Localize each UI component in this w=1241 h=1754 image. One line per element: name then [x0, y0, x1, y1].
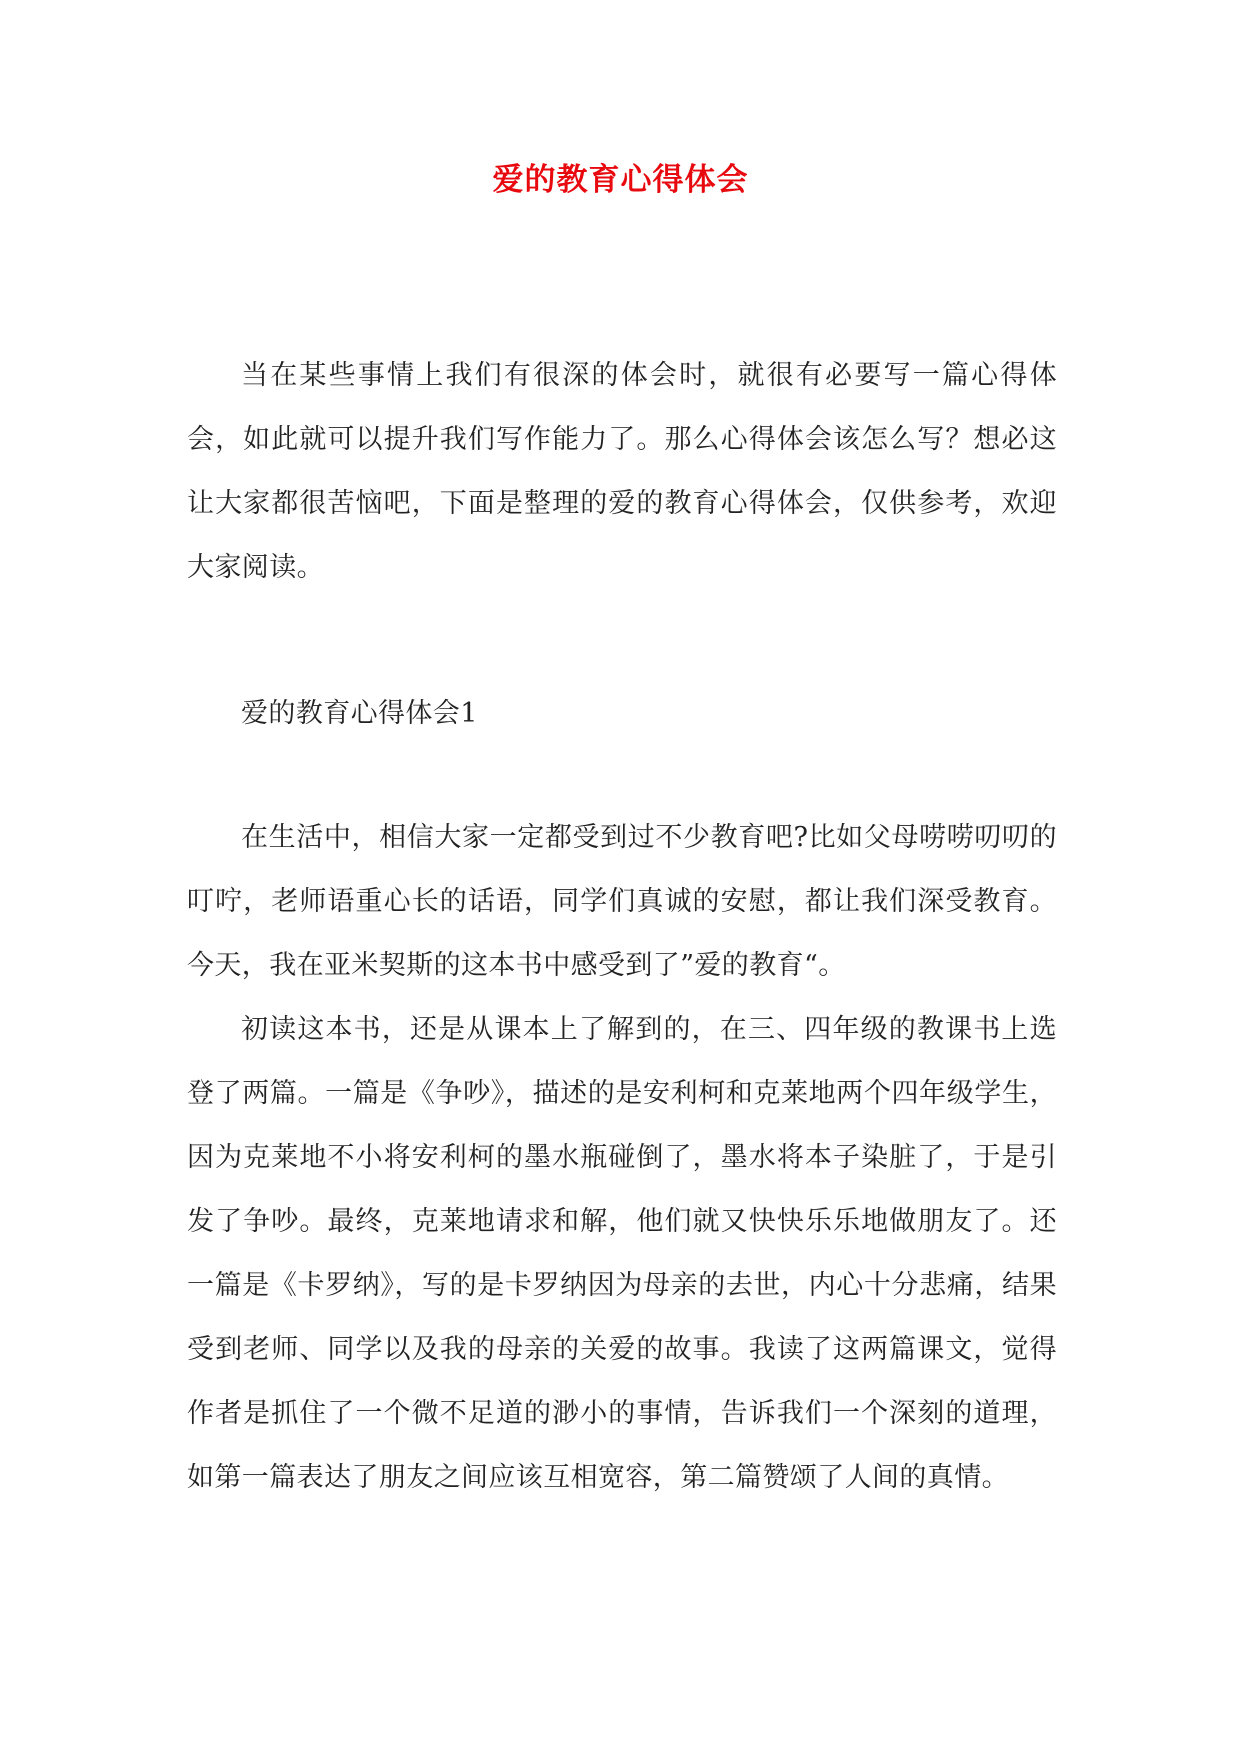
section-heading-container — [187, 682, 1057, 746]
intro-section — [187, 344, 1057, 600]
body-paragraph: 在生活中，相信大家一定都受到过不少教育吧?比如父母唠唠叨叨的叮咛，老师语重心长的话语，同学们真诚的安慰，都让我们深受教育。今天，我在亚米契斯的这本书中感受到了”爱的教育“。 — [187, 822, 1057, 981]
document-title: 爱的教育心得体会 — [492, 162, 749, 198]
body-section — [187, 806, 1057, 1510]
section-heading: 爱的教育心得体会1 — [241, 698, 478, 729]
intro-paragraph: 当在某些事情上我们有很深的体会时，就很有必要写一篇心得体会，如此就可以提升我们写作能力了。那么心得体会该怎么写？想必这让大家都很苦恼吧，下面是整理的爱的教育心得体会，仅供参考，欢迎大家阅读。 — [187, 360, 1057, 583]
body-paragraph: 初读这本书，还是从课本上了解到的，在三、四年级的教课书上选登了两篇。一篇是《争吵》，描述的是安利柯和克莱地两个四年级学生，因为克莱地不小将安利柯的墨水瓶碰倒了，墨水将本子染脏了，于是引发了争吵。最终，克莱地请求和解，他们就又快快乐乐地做朋友了。还一篇是《卡罗纳》，写的是卡罗纳因为母亲的去世，内心十分悲痛，结果受到老师、同学以及我的母亲的关爱的故事。我读了这两篇课文，觉得作者是抓住了一个微不足道的渺小的事情，告诉我们一个深刻的道理，如第一篇表达了朋友之间应该互相宽容，第二篇赞颂了人间的真情。 — [187, 1014, 1057, 1493]
